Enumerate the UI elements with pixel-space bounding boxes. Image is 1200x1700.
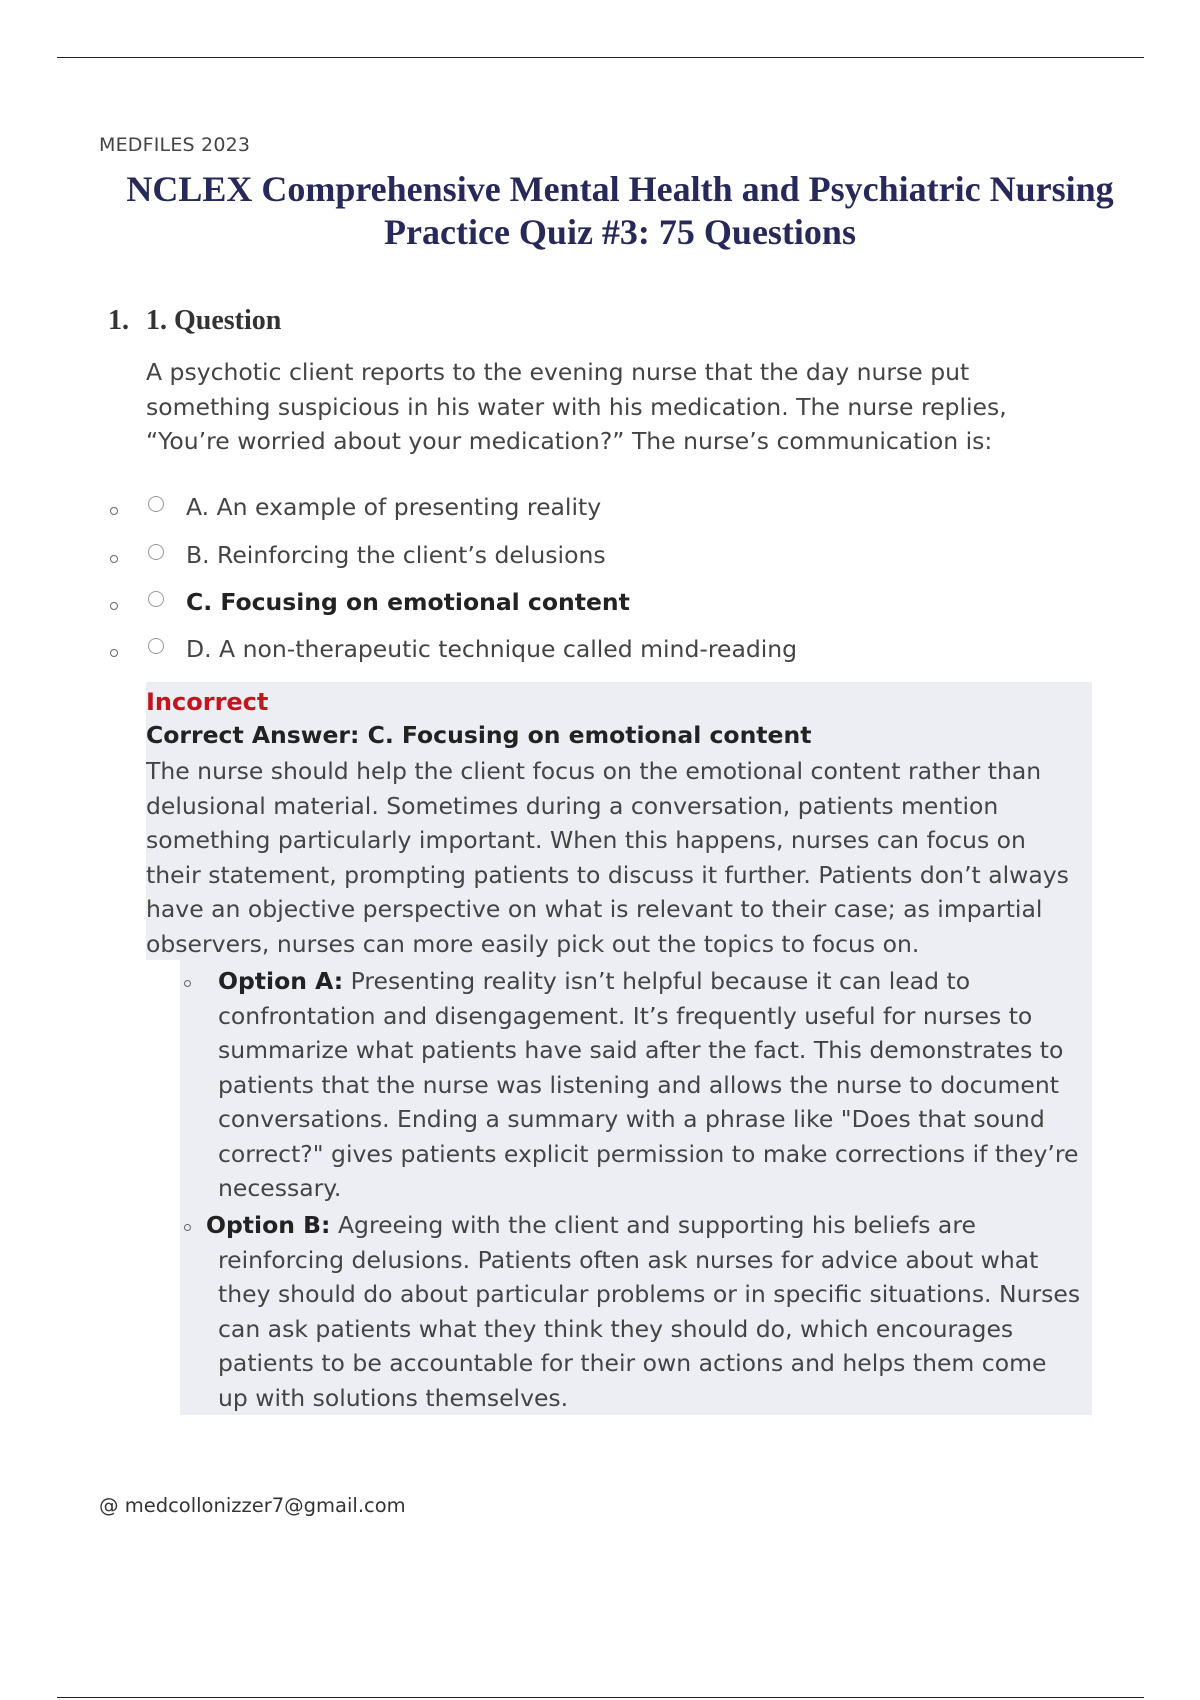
radio-button[interactable] <box>148 544 164 560</box>
header-label: MEDFILES 2023 <box>99 134 251 156</box>
answer-option-label: D. A non-therapeutic technique called mind-reading <box>186 635 798 663</box>
answer-feedback-panel <box>146 682 1092 1415</box>
option-note-text: Presenting reality isn’t helpful because it can lead to confrontation and disengagement. It’s frequently useful for nurses to summarize what patients have said after the fact. This demonstrates to patients that the nurse was listening and allows the nurse to document conversations. Ending a summary with a phrase like "Does that sound correct?" gives patients explicit permission to make corrections if they’re necessary. <box>218 967 1079 1202</box>
list-bullet-icon <box>110 507 118 515</box>
list-bullet-icon <box>110 649 118 657</box>
option-note-label: Option B: <box>206 1211 331 1239</box>
option-a-note <box>218 964 1094 1206</box>
rationale-text: The nurse should help the client focus on the emotional content rather than delusional material. Sometimes during a conversation, patients mention something particularly important. When this happens, nurses can focus on their statement, prompting patients to discuss it further. Patients don’t always have an objective perspective on what is relevant to their case; as impartial observers, nurses can more easily pick out the topics to focus on. <box>146 757 1069 958</box>
list-bullet-icon <box>184 980 191 987</box>
bottom-rule <box>57 1697 1144 1698</box>
option-note-body <box>206 1208 1082 1415</box>
option-b-note <box>206 1208 1082 1415</box>
list-bullet-icon <box>110 602 118 610</box>
answer-option-c[interactable] <box>0 586 1200 620</box>
option-note-text: Agreeing with the client and supporting his beliefs are reinforcing delusions. Patients often ask nurses for advice about what they should do about particular problems or in specific situations. Nurses can ask patients what they think they should do, which encourages patients to be accountable for their own actions and helps them come up with solutions themselves. <box>218 1211 1081 1412</box>
answer-option-label: B. Reinforcing the client’s delusions <box>186 541 606 569</box>
answer-option-b[interactable] <box>0 539 1200 573</box>
list-bullet-icon <box>110 555 118 563</box>
radio-button[interactable] <box>148 638 164 654</box>
radio-button[interactable] <box>148 496 164 512</box>
document-title: NCLEX Comprehensive Mental Health and Psychiatric Nursing Practice Quiz #3: 75 Questions <box>126 169 1114 252</box>
list-bullet-icon <box>184 1224 191 1231</box>
answer-option-d[interactable] <box>0 633 1200 667</box>
answer-option-label: A. An example of presenting reality <box>186 493 602 521</box>
option-note-label: Option A: <box>218 967 344 995</box>
answer-option-a[interactable] <box>0 491 1200 525</box>
radio-button[interactable] <box>148 591 164 607</box>
correct-answer: Correct Answer: C. Focusing on emotional content <box>146 721 812 749</box>
top-rule <box>57 57 1144 58</box>
question-text: A psychotic client reports to the evening nurse that the day nurse put something suspicious in his water with his medication. The nurse replies, “You’re worried about your medication?” The nurse’s communication is: <box>146 358 1007 455</box>
footer-email: @ medcollonizzer7@gmail.com <box>99 1494 406 1517</box>
question-heading: 1. Question <box>146 305 282 336</box>
answer-option-label: C. Focusing on emotional content <box>186 588 630 616</box>
question-list-number: 1. <box>108 305 129 336</box>
result-status: Incorrect <box>146 688 269 716</box>
